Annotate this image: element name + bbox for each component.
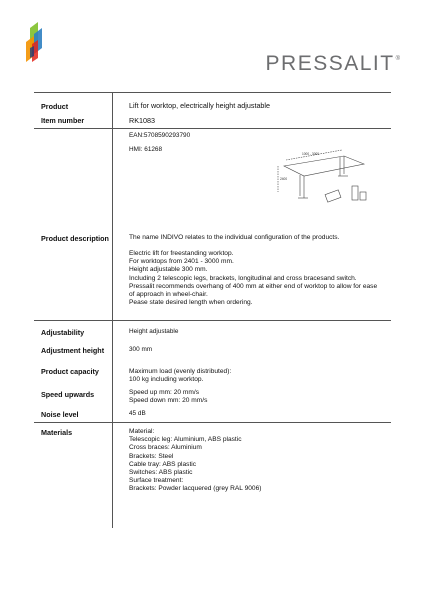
dimension-left-text: 2400	[280, 177, 288, 181]
description-line: Pressalit recommends overhang of 400 mm at either end of worktop to allow for ease	[129, 282, 378, 290]
item-number-label: Item number	[41, 116, 85, 125]
brand-wordmark: PRESSALIT®	[265, 52, 400, 75]
pressalit-logo-icon	[24, 20, 46, 66]
materials-line: Switches: ABS plastic	[129, 469, 193, 477]
adjustability-value: Height adjustable	[129, 328, 179, 335]
column-divider	[112, 128, 113, 320]
capacity-line: Maximum load (evenly distributed):	[129, 368, 232, 375]
table-divider	[34, 320, 391, 321]
noise-level-label: Noise level	[41, 410, 79, 419]
ean-code: EAN:5708590293790	[129, 132, 191, 139]
adjustment-height-label: Adjustment height	[41, 346, 105, 355]
materials-line: Surface treatment:	[129, 477, 184, 485]
noise-level-value: 45 dB	[129, 410, 146, 417]
description-line: Height adjustable 300 mm.	[129, 266, 208, 274]
product-value: Lift for worktop, electrically height adjustable	[129, 101, 271, 110]
materials-line: Cable tray: ABS plastic	[129, 460, 197, 468]
table-top-border	[34, 92, 391, 93]
product-description-intro: The name INDIVO relates to the individual configuration of the products.	[129, 234, 340, 241]
table-divider	[34, 422, 391, 423]
column-divider	[112, 320, 113, 422]
product-capacity-value	[129, 368, 231, 384]
materials-value	[129, 428, 261, 494]
description-line: For worktops from 2401 - 3000 mm.	[129, 258, 234, 266]
speed-upwards-label: Speed upwards	[41, 390, 95, 399]
product-drawing	[274, 146, 374, 216]
materials-line: Material:	[129, 428, 155, 435]
capacity-line: 100 kg including worktop.	[129, 376, 204, 384]
materials-line: Brackets: Powder lacquered (grey RAL 9006)	[129, 485, 262, 493]
column-divider	[112, 92, 113, 128]
materials-line: Brackets: Steel	[129, 452, 174, 460]
product-description-text	[129, 250, 377, 307]
product-description-label: Product description	[41, 234, 109, 243]
hmi-code: HMI: 61268	[129, 146, 163, 153]
adjustment-height-value: 300 mm	[129, 346, 153, 353]
description-line: Electric lift for freestanding worktop.	[129, 250, 234, 257]
product-label: Product	[41, 102, 69, 111]
materials-line: Cross braces: Aluminium	[129, 444, 202, 452]
dimension-top-text: 1000 - 3000	[302, 152, 320, 156]
speed-line: Speed down mm: 20 mm/s	[129, 397, 208, 405]
speed-value	[129, 389, 207, 405]
materials-line: Telescopic leg: Aluminium, ABS plastic	[129, 436, 242, 444]
description-line: of approach in wheel-chair.	[129, 291, 208, 299]
table-divider	[34, 128, 391, 129]
adjustability-label: Adjustability	[41, 328, 85, 337]
item-number-value: RK1083	[129, 116, 155, 125]
speed-line: Speed up mm: 20 mm/s	[129, 389, 199, 396]
description-line: Including 2 telescopic legs, brackets, longitudinal and cross bracesand switch.	[129, 274, 357, 282]
column-divider	[112, 422, 113, 528]
product-capacity-label: Product capacity	[41, 367, 99, 376]
materials-label: Materials	[41, 428, 73, 437]
description-line: Pease state desired length when ordering.	[129, 299, 253, 307]
